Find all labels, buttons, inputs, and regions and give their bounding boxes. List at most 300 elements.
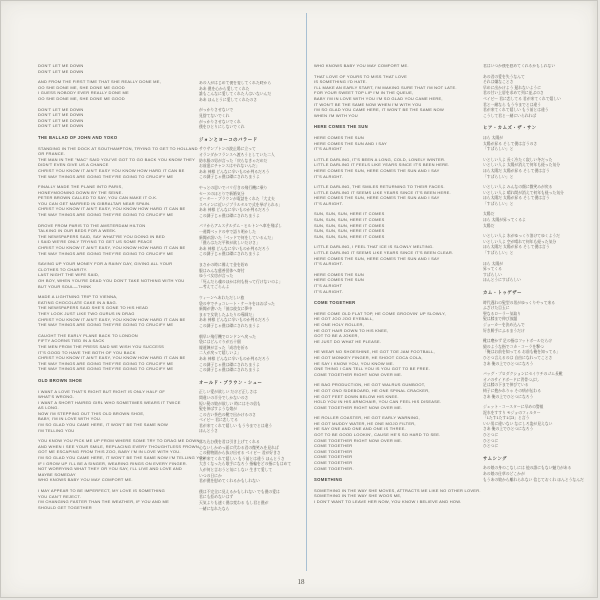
song-title: THE BALLAD OF JOHN AND YOKO [38,134,118,140]
lyric-line: 袋の中でチョコレート・ケーキをほおばった [199,301,275,306]
lyric-line: THE NEWSPAPERS SAID, SAY WHAT'RE YOU DOING IN BED [38,233,165,239]
lyrics-column-right-english [314,63,481,533]
lyric-line: AND FROM THE FIRST TIME THAT SHE REALLY DONE ME, [38,79,161,85]
lyric-line: HERE COMES THE SUN [314,277,364,283]
stanza [199,263,303,291]
lyric-line: いつの日にか [199,473,222,478]
lyric-line: GOT TO BE GOOD LOOKIN', CAUSE HE'S SO HARD TO SEE. [314,432,441,438]
lyric-line: SUN, SUN, SUN, HERE IT COMES [314,217,385,223]
lyric-line: I MAY APPEAR TO BE IMPERFECT, MY LOVE IS SOMETHING [38,488,166,493]
song-title: オールド・ブラウン・シュー [199,379,263,385]
lyric-line: THE WAY THINGS ARE GOING THEY'RE GOING TO CRUCIFY ME [38,212,174,218]
lyric-line: BABY I'M IN LOVE WITH YOU I'M SO GLAD YOU CAME HERE, [314,95,443,101]
lyric-line: WHO KNOWS BABY YOU MAY COMFORT ME. [38,477,133,483]
lyric-line: やっとの思いでパリ行きの飛行機に乗り [199,185,268,190]
stanza [38,438,206,483]
lyric-line: この調子じゃ僕は磔にされちまうよ [199,368,260,373]
lyric-line: ほら 太陽が [483,261,504,266]
lyric-line: HE WEAR NO SHOESHINE, HE GOT TOE JAM FOOTBALL, [314,349,435,355]
lyric-line: ほら 太陽が [483,135,504,140]
lyric-line: 好き勝手にふるまうだけ [483,328,525,333]
stanza [483,301,595,335]
lyric-line: FINALLY MADE THE PLANE INTO PARIS, [38,184,123,190]
lyric-line: がっかりさせないで [199,108,234,113]
lyric-line: HE GOT JOO JOO EYEBALL, [314,316,374,322]
lyric-line: EATING CHOCOLATE CAKE IN A BAG. [38,299,118,305]
lyric-line: 「すばらしい」と [483,147,514,152]
lyric-line: さあ 俺の上でひとつになろう [483,394,534,399]
lyric-line: YOU CAN GET MARRIED IN GIBRALTAR NEAR SPAIN. [38,200,151,206]
lyric-line: 新聞が書いた「彼は彼女に夢中 [199,307,253,312]
lyric-line: YOU CAN'T REJECT. [38,493,81,499]
lyric-line: この古い茶色の靴で出かけるのさ [199,412,256,417]
lyric-line: ほら太陽だ 太陽が昇る そして僕は言う [483,196,550,201]
lyric-line: DON'T LET ME DOWN [38,112,84,118]
lyric-line: バッグ・プロダクションにセイウチのゴム長靴 [483,372,563,377]
lyric-line: いとしい人よ みんなの顔に微笑みが戻る [483,185,553,190]
lyric-line: 「1たす1たす1は3」と言う [483,416,530,421]
lyric-line: IT'S ALRIGHT [314,283,343,288]
lyric-line: いとしい人よ 晴れ間が消えて何年も経った気分 [483,190,564,195]
lyric-line: 一週間ベッドの中で語り明かした [199,230,256,235]
lyric-line: もうあの娘から離れられない 信じておくれ ほんとうなんだ [483,477,584,482]
stanza [483,466,595,483]
lyric-line: IF I GROW UP I'LL BE A SINGER, WEARING RINGS ON EVERY FINGER. [38,460,188,466]
lyric-line: あの娘の仕草のどこかが [483,472,525,477]
song-title: カム・トゥゲザー [483,290,523,295]
lyric-line: スペインに近いジブラルタルで式を挙げられる」 [199,202,283,207]
stanza [314,272,474,294]
lyric-line: さあ 俺の上でひとつになろう [483,427,534,432]
lyric-line: 「すばらしい」と [483,174,514,179]
lyric-line: オランダかフランスへ渡ろうとしていた二人 [199,152,275,157]
lyric-line: NOT WORRYING WHAT THEY OR YOU SAY, I'LL LIVE AND LOVE AND [38,466,183,472]
lyric-line: I WANT A SHORT HAIRED GIRL WHO SOMETIMES WEARS IT TWICE [38,399,181,405]
lyric-line: まさかの時に備えて金を貯め [199,263,249,268]
lyric-line: いとしい人よ 太陽が消えて何年も経った気分 [483,163,560,168]
lyric-line: COME TOGETHER [314,454,353,460]
lyric-line: HE SAY I KNOW YOU, YOU KNOW ME. [314,360,395,366]
lyric-line: OH BOY, WHEN YOU'RE DEAD YOU DON'T TAKE NOTHING WITH YOU [38,278,185,283]
stanza [199,186,303,220]
lyric-line: THE WAY THINGS ARE GOING THEY'RE GOING TO CRUCIFY ME [38,250,174,256]
lyric-line: THE MAN IN THE "MAC" SAID YOU'VE GOT TO GO BACK YOU KNOW THEY [38,156,196,162]
lyric-line: HERE COMES THE SUN, HERE COMES THE SUN AND I SAY [314,167,440,173]
lyric-line: 報道陣が言った「成功を祈る [199,345,249,350]
lyric-line: GOT ME ESCAPING FROM THIS ZOO, BABY I'M IN LOVE WITH YOU. [38,449,181,455]
stanza [483,405,595,450]
lyric-line: 猿のような指でコカ・コーラを撃つ [483,344,544,349]
lyric-line: THE WAY THINGS ARE GOING THEY'RE GOING TO CRUCIFY ME [38,366,174,372]
lyric-line: CLOTHES TO CHARITY. [38,266,88,272]
lyric-line: IT'S ALRIGHT. [314,173,344,179]
lyric-line: FIFTY ACORNS TIED IN A SACK [38,338,105,344]
stanza [314,157,474,179]
lyric-line: 新聞が訊いた「ベッドで何をしているんだ」 [199,235,275,240]
lyric-line: 君が来てくれて嬉しい もう前とは違う [483,108,549,113]
lyric-line: I'LL MAKE AN EARLY START, I'M MAKING SURE THAT I'M NOT LATE. [314,84,457,90]
stanza [314,382,474,410]
lyric-line: 大きくなったら歌手になろう 指輪をどの指にもはめて [199,462,292,467]
lyric-line: ほんとうさ [199,429,218,434]
lyric-line: HE GOT ONO SIDEBOARD, HE ONE SPINAL CRACKER, [314,387,430,393]
lyric-line: WHEN I'M WITH YOU [314,112,358,118]
lyric-line: YOU KNOW YOU PICK ME UP FROM WHERE SOME TRY TO DRAG ME DOWN. [38,438,201,444]
lyric-line: ―考えてごらんよ [199,285,230,290]
lyric-line: ああ 神様 どんなに辛いものか判るだろう [199,208,270,213]
song-title: SOMETHING [314,477,343,483]
lyric-line: LAST NIGHT THE WIFE SAID, [38,272,100,278]
lyric-line: COME TOGETHER RIGHT NOW OVER ME. [314,404,403,410]
lyric-line: AS LONG. [38,405,59,411]
lyric-line: 太陽が昇る そして僕は言うのさ [483,141,538,146]
lyric-line: HERE COMES THE SUN [314,271,364,277]
lyric-line: HE GOT MONKEY FINGER, HE SHOOT COCA COLA, [314,354,423,360]
lyric-line: あの娘の身のこなしには 他の誰にもない魅力がある [483,466,572,471]
lyric-line: まるで女装したふたりの導師だ」 [199,312,256,317]
lyric-line: HE GOT FEET DOWN BELOW HIS KNEE. [314,393,399,399]
lyric-line: この調子じゃ僕は磔にされちまうよ [199,252,260,257]
lyric-line: HERE COMES THE SUN, HERE COMES THE SUN AND I SAY [314,195,440,201]
stanza [38,488,198,510]
lyric-line: ほら太陽だ 太陽が昇る そして僕は言う [483,245,550,250]
lyric-line: いとしい人よ 長く冷たく寂しい冬だった [483,157,553,162]
lyric-line: さあ 俺の上でひとつになろう [483,361,534,366]
stanza [314,63,474,69]
lyric-line: LITTLE DARLING IT FEELS LIKE YEARS SINCE IT'S BEEN HERE. [314,162,450,168]
lyric-line: I DON'T WANT TO LEAVE HER NOW, YOU KNOW I BELIEVE AND HOW. [314,499,462,504]
lyric-line: COME TOGETHER RIGHT NOW OVER ME. [314,371,403,377]
lyric-line: STANDING IN THE DOCK AT SOUTHAMPTON, TRYING TO GET TO HOLLAND [38,145,198,151]
lyric-line: HERE COME OLD FLAT TOP, HE COME GROOVIN' UP SLOWLY, [314,310,446,316]
lyric-line: 「すばらしい」と [483,251,514,256]
lyric-line: 君の甘い上唇を求めて列に並ぶのさ [483,91,544,96]
lyric-line: 一緒になれたなら [199,506,230,511]
lyric-line: 君はいつか僕を慰めてくれるかもしれない [483,64,556,68]
lyric-line: 短い髪の娘が欲しい 時にはその倍も [199,401,261,406]
lyric-line: 「俺はお前を知ってる お前も俺を知ってる」 [483,350,560,355]
lyric-line: 椅子に抱かれりゃ その病が伝わる [483,388,542,393]
stanza [38,107,198,129]
lyric-line: BUT YOUR SOUL—THINK [38,283,92,289]
song-title: HERE COMES THE SUN [314,124,368,130]
lyric-line: 「僕らはただ平和が欲しいだけさ」 [199,241,260,246]
lyric-line: 足は膝の下まで伸びている [483,383,529,388]
lyric-line: COME TOGETHER [314,460,353,466]
lyric-line: LITTLE DARLING, IT'S BEEN A LONG, COLD, LONELY WINTER. [314,156,446,162]
lyric-line: セーヌのほとりで新婚気分 [199,191,245,196]
stanza [483,136,595,153]
lyric-line: 天気よりも速く僕は変わる もし君と僕が [199,501,269,505]
lyric-line: それは嫌なことさ [483,80,514,85]
stanza [38,333,198,372]
lyric-line: HE GOT MUDDY WATER, HE ONE MOJO FILTER, [314,420,416,426]
lyric-line: CHRIST YOU KNOW IT AIN'T EASY, YOU KNOW HOW HARD IT CAN BE [38,206,186,212]
lyric-line: ゆうべ女房が言った [199,274,234,279]
lyric-line: ピーター・ブラウンが電話をくれた「大丈夫 [199,197,275,202]
lyric-line: 君と一緒なら もう今までとは違う [483,102,542,107]
lyric-line: ああ 神様 どんなに辛いものか判るだろう [199,246,270,251]
stanza [314,487,481,505]
lyric-line: DON'T LET ME DOWN [38,117,84,123]
stanza [38,223,198,257]
stanza [199,490,303,512]
lyric-line: ウィーンへあわただしい旅 [199,296,245,300]
stanza [483,262,595,284]
lyric-line: CHRIST YOU KNOW IT AIN'T EASY, YOU KNOW HOW HARD IT CAN BE [38,355,186,361]
lyric-line: 髪は膝まで伸び放題 [483,317,518,322]
stanza [199,108,303,130]
lyric-line: MAYBE SOMEDAY [38,471,76,477]
lyric-line: ほら太陽だ 太陽が昇る そして僕は言う [483,168,550,173]
lyric-line: 君にも拒めないはず [199,495,234,500]
lyric-line: DON'T LET ME DOWN [38,63,84,68]
lyric-line: 見捨てないでくれ [199,113,230,118]
lyric-line: 君が僕を慰めてくれるかもしれない [199,479,260,484]
lyric-line: THE WAY THINGS ARE GOING THEY'RE GOING TO CRUCIFY ME [38,322,174,328]
lyric-line: SUN, SUN, SUN, HERE IT COMES [314,233,385,239]
lyric-line: THEY LOOK JUST LIKE TWO GURUS IN DRAG [38,310,135,316]
lyric-line: I'M SO GLAD YOU CAME HERE, IT WON'T BE THE SAME NOW I'M TELLING YOU [38,455,206,461]
lyric-line: I GUESS NOBODY EVER REALLY DONE ME [38,90,129,96]
lyric-line: ああ 神様 どんなに辛いものか判るだろう [199,356,270,361]
lyric-line: I'M SO GLAD YOU CAME HERE, IT WON'T BE THE SAME NOW [314,107,444,113]
lyric-line: SHOULD GET TOGETHER [38,504,92,510]
stanza [38,294,198,328]
lyric-line: SOMETHING IN THE WAY SHE WOOS ME, [314,493,402,499]
lyric-line: いとしい人よ 氷がゆっくり溶けてゆくようだ [483,234,560,239]
lyric-line: ベイビー 君に恋してる 君が来てくれて嬉しい [483,96,561,101]
lyric-line: DON'T LET ME DOWN [38,68,84,74]
lyric-line: CAUGHT THE EARLY PLANE BACK TO LONDON [38,332,138,338]
lyric-line: OO SHE DONE ME, SHE DONE ME GOOD [38,95,125,101]
lyric-line: IS SOMETHING I'D HATE. [314,79,368,85]
stanza [199,224,303,258]
lyric-line: この調子じゃ僕は磔にされちまうよ [199,323,260,328]
lyric-line: MADE A LIGHTNING TRIP TO VIENNA, [38,294,118,300]
lyric-line: FOR YOUR SWEET TOP LIP I'M IN THE QUEUE, [314,90,414,96]
lyric-line: ひとつに [483,433,499,438]
lyric-line: SAVING UP YOUR MONEY FOR A RAINY DAY, GIVING ALL YOUR [38,261,173,267]
song-title: COME TOGETHER [314,300,356,306]
lyric-line: COME TOGETHER RIGHT NOW OVER ME. [314,437,403,443]
lyric-line: IT WON'T BE THE SAME NOW WHEN I'M WITH YOU [314,101,422,107]
stanza [314,415,474,471]
lyric-line: 心ないしかめっ面に代わる君の微笑みを見れば [199,445,279,450]
lyric-line: ひとつに [483,444,499,449]
stanza [199,147,303,181]
lyric-line: THE WAY THINGS ARE GOING THEY'RE GOING TO CRUCIFY ME [38,360,174,366]
stanza [483,212,595,229]
lyric-line: HE ONE HOLY ROLLER, [314,321,364,327]
lyric-line: ああ ほんとうに愛してくれたのさ [199,97,258,102]
lyric-line: ひとつ言えるのは 自由になれってことさ [483,355,553,360]
lyric-line: 時代遅れの髪型の男がゆっくりやって来る [483,300,556,305]
stanza [314,211,474,239]
lyric-line: この動物園から抜け出せる ベイビー 君が好きさ [199,451,281,456]
lyric-line: 袋にはどんぐりが五十個 [199,340,241,345]
lyric-line: 服はみんな慈善団体へ寄付 [199,268,245,273]
lyric-line: IT'S ALRIGHT [314,146,343,152]
stanza [199,296,303,330]
lyric-line: IT'S ALRIGHT. [314,200,344,206]
lyric-line: ああ 神様 どんなに辛いものか判るだろう [199,318,270,323]
lyric-line: PETER BROWN CALLED TO SAY, YOU CAN MAKE IT O.K. [38,195,158,201]
lyric-line: ONE THING I CAN TELL YOU IS YOU GOT TO BE FREE. [314,366,430,372]
lyric-line: OO SHE DONE ME, SHE DONE ME GOOD [38,84,125,90]
lyric-line: あの人がはじめて僕を愛してくれた時から [199,81,272,85]
lyric-line: 昇ってくる [483,267,502,272]
lyric-line: SOMETHING IN THE WAY SHE MOVES, ATTRACTS ME LIKE NO OTHER LOVER. [314,487,481,493]
song-title: OLD BROWN SHOE [38,377,83,383]
lyric-line: HE ROLLER COASTER, HE GOT EARLY WARNING, [314,415,420,421]
stanza [38,79,198,101]
song-title: ヒア・カムズ・ザ・サン [483,125,537,131]
lyric-line: HERE COMES THE SUN AND I SAY [314,140,387,146]
lyric-line: 二人が戻って嬉しいよ」 [199,351,241,356]
lyric-line: ああ 神様 どんなに辛いものか判るだろう [199,169,270,174]
lyric-line: CHRIST YOU KNOW IT AIN'T EASY YOU KNOW HOW HARD IT CAN BE [38,167,185,173]
stanza [483,372,595,400]
lyric-line: がっかりさせないでくれ [199,119,241,124]
lyric-line: 「すばらしい」と [483,201,514,206]
stanza [314,184,474,206]
lyric-line: 朝早い飛行機でロンドンへ戻った [199,334,256,339]
lyric-line: HE BAG PRODUCTION, HE GOT WALRUS GUMBOOT, [314,382,426,388]
lyric-line: OR FRANCE. [38,151,66,157]
lyric-line: 君が来てくれて嬉しい もう前とは違う ほんとうさ [199,456,285,461]
lyric-line: NOW I'M STEPPING OUT THIS OLD BROWN SHOE, [38,410,145,416]
lyric-line: COME TOGETHER [314,443,353,449]
lyrics-column-right-japanese [483,64,595,524]
lyric-line: お前達にチャンスはやれないんだ」 [199,164,260,169]
lyric-line: DROVE FROM PARIS TO THE AMSTERDAM HILTON [38,222,146,228]
lyric-line: HE GOT HAIR DOWN TO HIS KNEE, [314,327,389,333]
lyric-line: HONEYMOONING DOWN BY THE SEINE. [38,189,123,195]
lyric-line: この調子じゃ僕は磔にされちまうよ [199,175,260,180]
lyric-line: 早めに出かけよう 遅れないように [483,85,542,90]
lyric-line: ひとつに [483,438,499,443]
lyric-line: ほら 太陽が昇ってくるよ [483,218,526,223]
lyric-line: パリからアムステルダム・ヒルトンへ車を飛ばし [199,224,282,229]
lyric-line: 誰もこんなに愛してくれた人はいないんだ [199,92,272,97]
lyric-line: ふざけた目玉に [483,306,510,311]
lyric-line: LITTLE DARLING, I FEEL THAT ICE IS SLOWLY MELTING. [314,244,434,250]
stanza [483,158,595,180]
stanza [199,390,303,435]
stanza [38,261,198,289]
lyric-line: こうして君と一緒にいられれば [483,113,537,118]
stanza [38,389,198,434]
lyric-line: WHAT'S WRONG. [38,394,75,400]
stanza [483,185,595,207]
lyric-line: 僕をひとりにしないでくれ [199,125,245,130]
lyric-line: SUN, SUN, SUN, HERE IT COMES [314,228,385,234]
lyric-line: 太陽だ [483,212,495,217]
lyric-line: 人が何と言おうと気にしない 生きて愛して [199,468,273,473]
column-divider [306,13,307,571]
lyric-line: 髪を伸ばすような娘が [199,407,237,412]
lyric-line: AND WHEN I SEE YOUR SMILE, REPLACING EVERY THOUGHTLESS FROWN, [38,443,201,449]
lyric-line: BABY, I'M IN LOVE WITH YOU. [38,416,102,422]
page-number: 18 [297,578,305,586]
lyrics-column-left-english [38,63,206,533]
stanza [199,335,303,374]
lyric-line: オノのサイドボードに背骨つぶし [483,377,540,382]
lyric-line: すばらしい [483,272,502,277]
lyric-line: IT'S GOOD TO HAVE THE BOTH OF YOU BACK [38,349,136,355]
stanza [483,339,595,367]
lyrics-column-left-japanese [199,81,303,541]
lyric-line: この調子じゃ僕は磔にされちまうよ [199,213,260,218]
lyric-line: CHRIST YOU KNOW IT AIN'T EASY, YOU KNOW HOW HARD IT CAN BE [38,316,186,322]
lyric-line: いい男に違いない なにしろ姿が見えない [483,421,553,426]
stanza [38,146,198,180]
lyric-line: CHRIST YOU KNOW IT AIN'T EASY, YOU KNOW HOW HARD IT CAN BE [38,245,186,251]
lyric-line: TALKING IN OUR BEDS FOR A WEEK. [38,228,117,234]
lyric-line: 太陽だ [483,223,495,228]
lyric-line: THAT LOVE OF YOURS TO MISS THAT LOVE [314,73,408,79]
lyric-line: 泥水をすすり モジョのフィルター [483,410,541,415]
song-title: サムシング [483,455,508,461]
lyric-line: GOT TO BE A JOKER, [314,333,359,339]
lyric-line: DON'T LET ME DOWN [38,123,84,129]
lyric-line: DON'T LET ME DOWN [38,106,84,112]
stanza [199,440,303,485]
lyric-line: HE SAY ONE AND ONE AND ONE IS THREE. [314,426,406,432]
lyric-line: 防水服の男が言った「戻らなきゃだめだ [199,158,268,163]
lyric-line: 「死んだら魂のほかは何も持って行けないのよ」 [199,279,283,284]
lyric-line: I'M TELLING YOU [38,427,75,433]
lyric-line: 聖なるローラー気取り [483,311,521,316]
lyric-line: ジョーカーを決め込んで [483,322,525,327]
lyric-line: HERE COMES THE SUN, HERE COMES THE SUN AND I SAY [314,255,440,261]
stanza [199,81,303,103]
stanza [314,311,474,345]
lyric-line: I'M SO GLAD YOU CAME HERE, IT WON'T BE THE SAME NOW [38,422,168,428]
stanza [314,349,474,377]
lyric-line: 正しい愛が欲しい だけど正しさは [199,390,258,395]
lyric-line: この調子じゃ僕は磔にされちまうよ [199,362,260,367]
lyric-line: 僕は不完全に見えるかもしれない でも僕の愛は [199,489,280,494]
lyric-line: ほんとうにすばらしい [483,278,521,283]
lyric-line: SUN, SUN, SUN, HERE IT COMES [314,222,385,228]
lyric-line: SUN, SUN, SUN, HERE IT COMES [314,211,385,217]
lyric-line: IT'S ALRIGHT. [314,261,344,267]
lyric-line: DIDN'T EVEN GIVE US A CHANCE [38,162,109,168]
lyric-line: 靴は磨かず 足の指はフットボールだらけ [483,339,553,344]
lyric-line: LITTLE DARLING IT SEEMS LIKE YEARS SINCE IT'S BEEN HERE. [314,189,451,195]
lyric-line: I'M CHANGING FASTER THAN THE WEATHER, IF YOU AND ME [38,499,170,505]
stanza [483,75,595,120]
lyric-line: I SAID WE'RE ONLY TRYING TO GET US SOME PEACE [38,239,153,245]
lyric-line: THE MEN FROM THE PRESS SAID WE WISH YOU SUCCESS [38,343,165,349]
lyric-line: LITTLE DARLING IT SEEMS LIKE YEARS SINCE IT'S BEEN CLEAR. [314,250,454,256]
lyric-line: いとしい人よ 空が晴れて何年も経った気分 [483,239,557,244]
stanza [38,63,198,74]
lyric-line: HE JUST DO WHAT HE PLEASE. [314,338,382,344]
lyric-line: 間違いの半分でしかないのさ [199,395,249,400]
lyric-line: HERE COMES THE SUN [314,134,364,140]
lyric-line: 落ち込む僕を君は引き上げてくれる [199,440,260,445]
lyric-line: 君が来てくれて嬉しい もう今までとは違う [199,423,273,428]
lyric-line: サウサンプトンの波止場に立って [199,147,256,152]
lyric-line: ジェット・コースターに早めの警報 [483,405,544,410]
stanza [314,135,474,152]
lyric-line: IT'S ALRIGHT. [314,288,344,294]
lyric-line: ベイビー 君に恋してる [199,418,238,423]
stanza [314,74,474,119]
